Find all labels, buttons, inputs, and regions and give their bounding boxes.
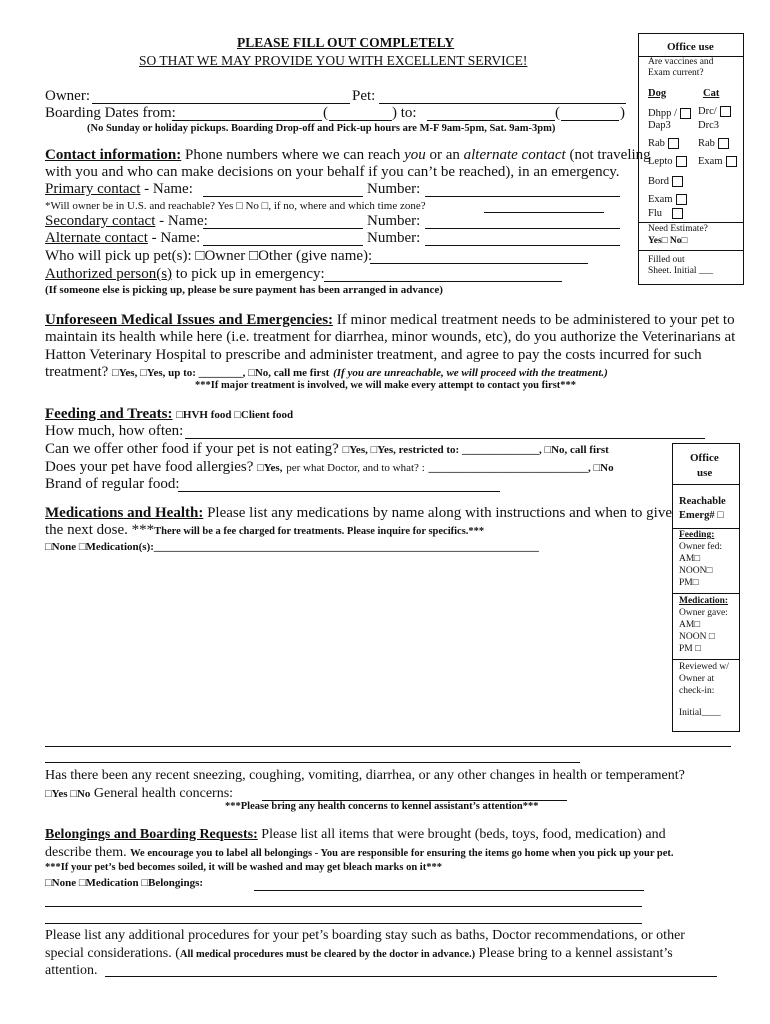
office-use-title: Office use (667, 41, 714, 53)
contact-you: you (404, 147, 426, 163)
owner-at-label: Owner at (679, 674, 715, 684)
meds-text-1: Please list any medications by name along with instructions and when to give (207, 505, 673, 521)
payment-note: (If someone else is picking up, please be sure payment has been arranged in advance) (45, 284, 443, 296)
primary-number-field[interactable] (425, 196, 620, 197)
drc-checkbox[interactable] (720, 106, 731, 117)
secondary-name-field[interactable] (203, 228, 363, 229)
authorized-row (45, 266, 325, 283)
contact-heading: Contact information: (45, 147, 182, 163)
office-use-box-bottom (672, 443, 740, 732)
other-food-question: Can we offer other food if your pet is not eating? (45, 441, 339, 457)
cat-rab-checkbox[interactable] (718, 138, 729, 149)
sheet-initial: Sheet. Initial ___ (648, 266, 714, 276)
belongings-heading: Belongings and Boarding Requests: (45, 827, 258, 842)
cat-exam-label: Exam (698, 156, 723, 167)
primary-number-label: Number: (367, 181, 421, 197)
dog-exam-checkbox[interactable] (676, 194, 687, 205)
alternate-name-field[interactable] (203, 245, 363, 246)
belongings-text-2: describe them. (45, 845, 127, 860)
health-question: Has there been any recent sneezing, coughing, vomiting, diarrhea, or any other changes in health or temperament? (45, 768, 685, 783)
feeding-label: Feeding: (679, 530, 715, 540)
belongings-encourage: We encourage you to label all belongings - You are responsible for ensuring the items go home when you pick up your pet. (130, 848, 674, 859)
feeding-row (45, 406, 293, 423)
bord-label: Bord (648, 176, 669, 187)
authorized-label: Authorized person(s) (45, 266, 173, 282)
drc3-label: Drc3 (698, 120, 719, 131)
gave-pm-checkbox[interactable]: PM □ (679, 644, 701, 654)
feeding-heading: Feeding and Treats: (45, 406, 173, 422)
lepto-checkbox[interactable] (676, 156, 687, 167)
health-blank-line-1[interactable] (45, 746, 731, 747)
form-title: PLEASE FILL OUT COMPLETELY (237, 35, 455, 50)
food-options[interactable]: □HVH food □Client food (176, 409, 294, 421)
meds-text-2: the next dose. *** (45, 522, 155, 538)
alternate-name-label: - Name: (151, 230, 201, 246)
office2-divider-4 (673, 659, 739, 660)
owner-label: Owner: (45, 88, 90, 104)
health-bring-note: ***Please bring any health concerns to kennel assistant’s attention*** (225, 801, 539, 812)
paren-open-2: ( (555, 105, 560, 121)
health-yes-no[interactable]: □Yes □No (45, 788, 91, 800)
abroad-note: *Will owner be in U.S. and reachable? Yes □ No □, if no, where and which time zone? (45, 200, 426, 212)
estimate-yes-no[interactable]: Yes□ No□ (648, 236, 688, 246)
cat-rab-label: Rab (698, 138, 715, 149)
allergy-yes[interactable]: □Yes, (257, 462, 283, 474)
medical-line1 (45, 312, 735, 329)
additional-line2 (45, 946, 673, 962)
secondary-contact-row (45, 213, 208, 230)
bord-row (648, 176, 683, 187)
alternate-number-label: Number: (367, 230, 421, 246)
office2-divider-2 (673, 528, 739, 529)
medical-line2: maintain its health while here (i.e. treatment for diarrhea, minor wounds, etc), do you authorize the Veterinarians at (45, 329, 736, 345)
soiled-note: ***If your pet’s bed becomes soiled, it will be washed and may get bleach marks on it*** (45, 862, 442, 873)
contact-intro-1: Phone numbers where we can reach (184, 147, 401, 163)
paren-open-1: ( (323, 105, 328, 121)
owner-field[interactable] (92, 103, 350, 104)
authorized-field[interactable] (324, 281, 562, 282)
fed-pm-checkbox[interactable]: PM□ (679, 578, 699, 588)
emerg-checkbox[interactable]: Emerg# □ (679, 510, 724, 521)
owner-fed-label: Owner fed: (679, 542, 722, 552)
allergy-question: Does your pet have food allergies? (45, 459, 254, 475)
contact-intro-2: (not traveling (569, 147, 651, 163)
alternate-number-field[interactable] (425, 245, 620, 246)
major-treatment-note: ***If major treatment is involved, we will make every attempt to contact you first*** (195, 380, 577, 391)
fed-noon-checkbox[interactable]: NOON□ (679, 566, 713, 576)
meds-line1 (45, 505, 672, 522)
additional-text-2: special considerations. ( (45, 946, 180, 961)
other-food-row (45, 441, 609, 458)
fed-am-checkbox[interactable]: AM□ (679, 554, 701, 564)
alternate-contact-label: Alternate contact (45, 230, 148, 246)
date-to-field[interactable] (427, 120, 555, 121)
time-zone-field[interactable] (484, 212, 604, 213)
belongings-blank-line-1[interactable] (45, 906, 642, 907)
dog-rab-checkbox[interactable] (668, 138, 679, 149)
owner-gave-label: Owner gave: (679, 608, 728, 618)
office-use-title-2: use (697, 467, 713, 479)
pickup-name-field[interactable] (370, 263, 588, 264)
contact-or-an: or an (429, 147, 460, 163)
dap3-label: Dap3 (648, 120, 671, 131)
meds-heading: Medications and Health: (45, 505, 204, 521)
cat-exam-row (698, 156, 737, 167)
health-blank-line-2[interactable] (45, 762, 580, 763)
vaccines-question: Are vaccines and Exam current? (648, 57, 714, 78)
date-to-day-field[interactable] (561, 120, 619, 121)
medication-label: Medication: (679, 596, 729, 606)
secondary-number-label: Number: (367, 213, 421, 229)
secondary-number-field[interactable] (425, 228, 620, 229)
lepto-label: Lepto (648, 156, 673, 167)
drc-row (698, 106, 731, 117)
alternate-contact-row (45, 230, 200, 247)
belongings-line2 (45, 845, 674, 861)
office-divider-2 (639, 222, 743, 223)
allergy-row (45, 459, 614, 476)
flu-checkbox[interactable] (672, 208, 683, 219)
health-row (45, 786, 233, 802)
primary-name-label: - Name: (144, 181, 193, 197)
office-divider-3 (639, 250, 743, 251)
medical-heading: Unforeseen Medical Issues and Emergencies: (45, 312, 334, 328)
fee-note: There will be a fee charged for treatments. Please inquire for specifics.*** (154, 526, 485, 537)
gave-noon-checkbox[interactable]: NOON □ (679, 632, 715, 642)
hours-note: (No Sunday or holiday pickups. Boarding Drop-off and Pick-up hours are M-F 9am-5pm, Sat. 9am-3pm) (87, 123, 556, 134)
office-use-title-1: Office (690, 452, 719, 464)
cat-exam-checkbox[interactable] (726, 156, 737, 167)
contact-intro-line2: with you and who can make decisions on your behalf if you can’t be reached), in an emergency. (45, 164, 620, 180)
additional-line3: attention. (45, 963, 98, 978)
belongings-text-1: Please list all items that were brought (beds, toys, food, medication) and (261, 827, 666, 842)
medical-line3: Hatton Veterinary Hospital to prescribe and administer treatment, and agree to pay the costs incurred for such (45, 347, 702, 363)
belongings-options[interactable]: □None □Medication □Belongings: (45, 877, 204, 889)
dog-exam-label: Exam (648, 194, 673, 205)
brand-field[interactable] (178, 491, 500, 492)
drc-label: Drc/ (698, 106, 717, 117)
to-label: ) to: (392, 105, 417, 121)
brand-label: Brand of regular food: (45, 476, 180, 492)
primary-contact-label: Primary contact (45, 181, 141, 197)
pet-label: Pet: (352, 88, 376, 104)
health-concerns-label: General health concerns: (93, 786, 234, 801)
medical-text-1: If minor medical treatment needs to be administered to your pet to (336, 312, 735, 328)
additional-cleared: All medical procedures must be cleared by the doctor in advance.) (179, 949, 476, 960)
meds-options[interactable]: □None □Medication(s):______________________________________________________________________ (45, 541, 539, 553)
dhpp-label: Dhpp / (648, 108, 677, 119)
belongings-blank-line-2[interactable] (45, 923, 642, 924)
additional-text-3: Please bring to a kennel assistant’s (478, 946, 673, 961)
reachable-label: Reachable (679, 496, 726, 507)
other-food-options[interactable]: □Yes, □Yes, restricted to: ______________, □No, call first (342, 444, 609, 456)
secondary-name-label: - Name: (159, 213, 208, 229)
office-use-box-top (638, 33, 744, 285)
primary-name-field[interactable] (203, 196, 363, 197)
form-subtitle: SO THAT WE MAY PROVIDE YOU WITH EXCELLENT SERVICE! (139, 53, 528, 68)
lepto-row (648, 156, 687, 167)
authorized-rest: to pick up in emergency: (175, 266, 325, 282)
date-from-day-field[interactable] (329, 120, 392, 121)
allergy-end[interactable]: _____________________________, □No (428, 462, 614, 474)
cat-header: Cat (703, 88, 720, 99)
dhpp-row (648, 108, 691, 119)
secondary-contact-label: Secondary contact (45, 213, 156, 229)
belongings-line1 (45, 827, 666, 843)
pet-field[interactable] (379, 103, 626, 104)
dhpp-checkbox[interactable] (680, 108, 691, 119)
dog-exam-row (648, 194, 687, 205)
additional-field[interactable] (105, 976, 717, 977)
unreachable-note: (If you are unreachable, we will proceed with the treatment.) (333, 367, 608, 379)
filled-out-label: Filled out (648, 255, 685, 265)
contact-intro-line1 (45, 147, 651, 164)
date-from-field[interactable] (172, 120, 322, 121)
additional-line1: Please list any additional procedures for your pet’s boarding stay such as baths, Doctor recommendations, or other (45, 928, 685, 943)
flu-label: Flu (648, 208, 663, 219)
dog-header: Dog (648, 88, 667, 99)
allergy-mid: per what Doctor, and to what? : (286, 462, 425, 474)
dog-rab-label: Rab (648, 138, 665, 149)
cat-rab-row (698, 138, 729, 149)
checkin-label: check-in: (679, 686, 715, 696)
office2-divider-3 (673, 593, 739, 594)
primary-contact-row (45, 181, 193, 198)
initial-field[interactable]: Initial____ (679, 708, 721, 718)
gave-am-checkbox[interactable]: AM□ (679, 620, 701, 630)
reviewed-label: Reviewed w/ (679, 662, 729, 672)
how-much-field[interactable] (185, 438, 705, 439)
treatment-label: treatment? (45, 364, 109, 380)
treatment-options[interactable]: □Yes, □Yes, up to: ________, □No, call me first (112, 367, 330, 379)
office2-divider-1 (673, 484, 739, 485)
belongings-field[interactable] (254, 890, 644, 891)
pickup-question: Who will pick up pet(s): □Owner □Other (give name): (45, 248, 373, 264)
dog-rab-row (648, 138, 679, 149)
meds-line2 (45, 522, 484, 539)
how-much-label: How much, how often: (45, 423, 184, 439)
estimate-label: Need Estimate? (648, 224, 708, 234)
boarding-dates-label: Boarding Dates from: (45, 105, 176, 121)
medical-line4 (45, 364, 608, 381)
paren-close: ) (620, 105, 625, 121)
flu-row (648, 208, 683, 219)
bord-checkbox[interactable] (672, 176, 683, 187)
contact-alternate: alternate contact (463, 147, 566, 163)
